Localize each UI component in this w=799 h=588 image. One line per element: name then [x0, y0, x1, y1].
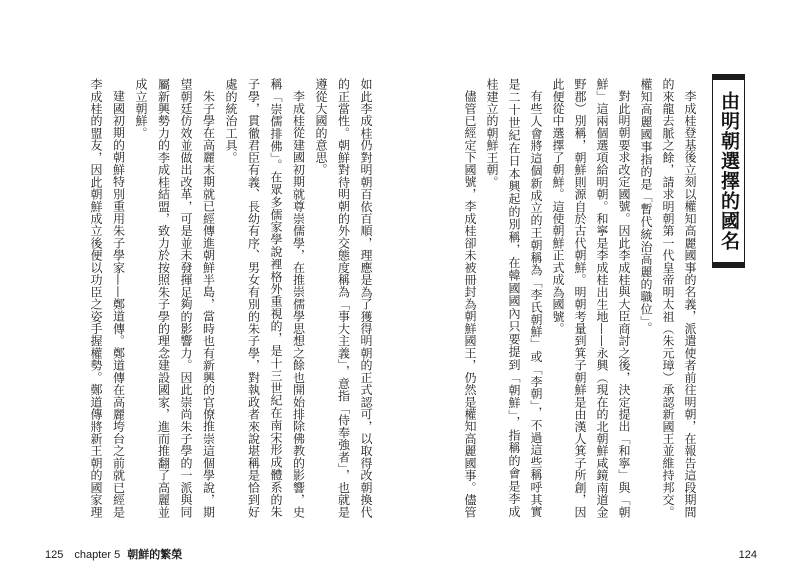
running-footer [45, 548, 182, 562]
page-number: 125 [45, 549, 64, 561]
chapter-title: 朝鮮的繁榮 [127, 549, 183, 561]
text-column: 的正當性。朝鮮對待明朝的外交態度稱為「事大主義」，意指「侍奉強者」，也就是 [336, 78, 351, 518]
text-column: 李成桂從建國初期就尊崇儒學，在推崇儒學思想之餘也開始排除佛教的影響，史 [291, 90, 306, 519]
text-column: 子學，貫徹君臣有義、長幼有序、男女有別的朱子學，對執政者來說堪稱是恰到好 [246, 78, 261, 518]
text-column: 如此李成桂仍對明朝百依百順，理應是為了獲得明朝的正式認可，以取得改朝換代 [359, 78, 373, 518]
chapter-label: chapter 5 [74, 549, 121, 561]
text-column: 野郡）別稱，朝鮮則源自於古代朝鮮。明朝考量到箕子朝鮮是由漢人箕子所創，因 [573, 78, 587, 518]
text-column: 桂建立的朝鮮王朝。 [485, 78, 499, 188]
text-column: 是二十世紀在日本興起的別稱，在韓國國內只要提到「朝鮮」，指稱的會是李成 [507, 78, 521, 518]
section-heading: 由明朝選擇的國名 [712, 74, 745, 268]
text-column: 此便從中選擇了朝鮮。這使朝鮮正式成為國號。 [551, 78, 565, 335]
text-column: 李成桂的盟友，因此朝鮮成立後便以功臣之姿手握權勢。鄭道傳將新王朝的國家理 [89, 78, 103, 518]
text-column: 稱「崇儒排佛」。在眾多儒家學說裡格外重視的，是十三世紀在南宋形成體系的朱 [269, 78, 283, 518]
text-column: 的來龍去脈之餘，請求明朝第一代皇帝明太祖（朱元璋）承認新國王並維持邦交。 [661, 78, 675, 518]
text-column: 屬新興勢力的李成桂結盟，致力於按照朱子學的理念建設國家，進而推翻了高麗並 [156, 78, 171, 518]
text-column: 望朝廷仿效並做出改革，可是並未發揮足夠的影響力。因此崇尚朱子學的一派與同 [179, 78, 193, 518]
text-column: 朱子學在高麗末期就已經傳進朝鮮半島，當時也有新興的官僚推崇這個學說，期 [201, 90, 216, 519]
right-page [399, 0, 799, 588]
text-column: 成立朝鮮。 [134, 78, 148, 140]
left-page [0, 0, 399, 588]
text-column: 儘管已經定下國號，李成桂卻未被冊封為朝鮮國王，仍然是權知高麗國事。儘管 [463, 90, 477, 519]
text-column: 有些人會將這個新成立的王朝稱為「李氏朝鮮」或「李朝」，不過這些稱呼其實 [529, 90, 543, 519]
text-column: 鮮」這兩個選項給明朝。和寧是李成桂出生地——永興（現在的北朝鮮咸鏡南道金 [595, 78, 609, 518]
running-footer [739, 548, 757, 562]
text-column: 李成桂登基後立刻以權知高麗國事的名義，派遣使者前往明朝，在報告這段期間 [683, 90, 697, 519]
page-number: 124 [738, 549, 757, 561]
text-column: 對此明朝要求改定國號。因此李成桂與大臣商討之後，決定提出「和寧」與「朝 [617, 90, 631, 519]
text-column: 處的統治工具。 [224, 78, 238, 164]
text-column: 權知高麗國事指的是「暫代統治高麗的職位」。 [639, 78, 653, 335]
text-column: 遵從大國的意思。 [314, 78, 328, 176]
text-column: 建國初期的朝鮮特別重用朱子學家——鄭道傳。鄭道傳在高麗垮台之前就已經是 [111, 90, 126, 519]
